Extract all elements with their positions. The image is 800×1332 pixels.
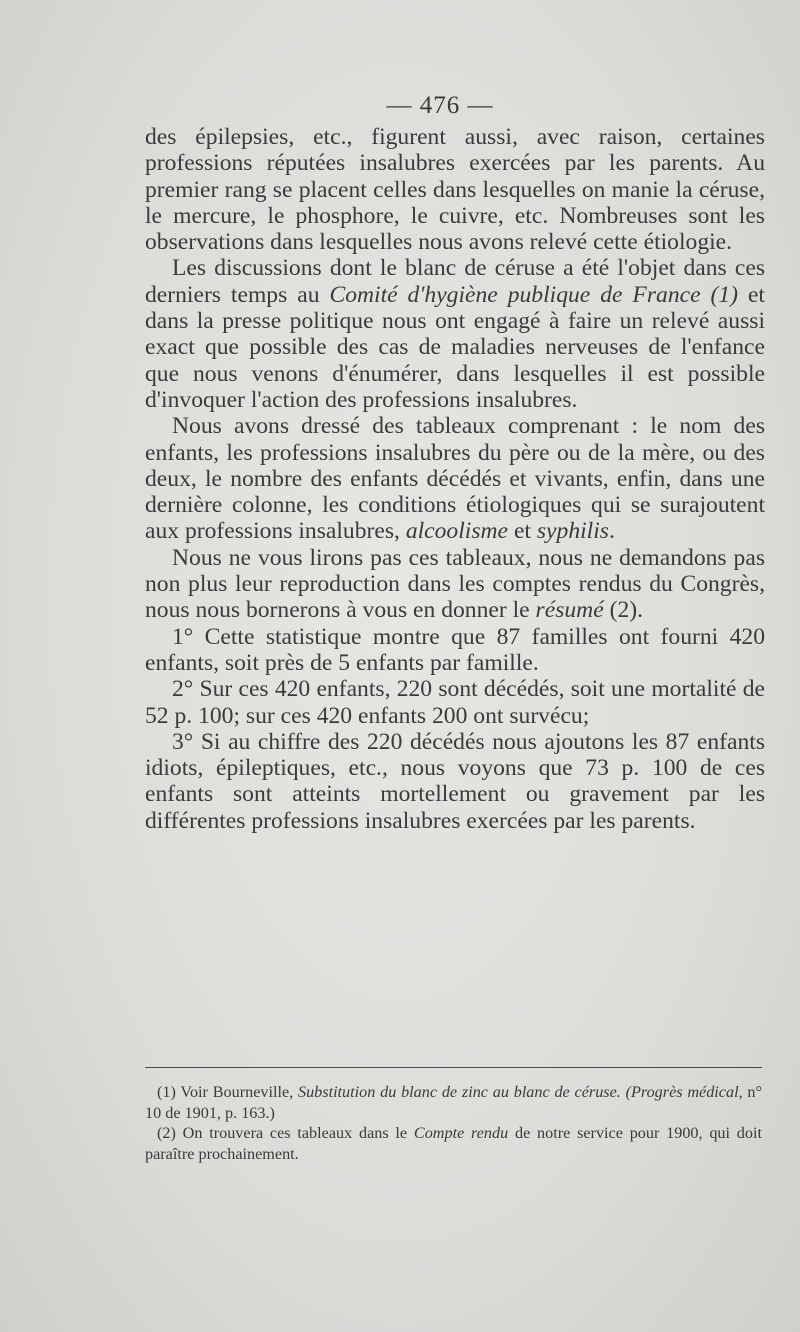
footnote-ref-2: résumé	[535, 597, 604, 624]
body-text	[145, 124, 765, 834]
page-number: — 476 —	[386, 92, 494, 119]
paragraph-2: Les discussions dont le blanc de céruse a été l'objet dans ces derniers temps au Comité d'hygiène publique de France (1) et dans la presse politique nous ont engagé à faire un relevé aussi exact que possible des cas de maladies nerveuses de l'enfance que nous venons d'énumérer, dans lesquelles il est possible d'invoquer l'action des professions insalubres.	[145, 255, 765, 413]
footnotes	[145, 1082, 762, 1164]
footnote-1: (1) Voir Bourneville, Substitution du blanc de zinc au blanc de céruse. (Progrès médical, n° 10 de 1901, p. 163.)	[145, 1083, 762, 1122]
paragraph-3: Nous avons dressé des tableaux comprenant : le nom des enfants, les professions insalubres du père ou de la mère, ou des deux, le nombre des enfants décédés et vivants, enfin, dans une dernière colonne, les conditions étiologiques qui se surajoutent aux professions insalubres, alcoolisme et syphilis.	[145, 413, 765, 545]
footnote-2: (2) On trouvera ces tableaux dans le Compte rendu de notre service pour 1900, qui doit paraître prochainement.	[145, 1124, 762, 1163]
list-item: 3° Si au chiffre des 220 décédés nous ajoutons les 87 enfants idiots, épileptiques, etc., nous voyons que 73 p. 100 de ces enfants sont atteints mortellement ou gravement par les différentes professions insalubres exercées par les parents.	[145, 728, 765, 834]
paragraph-1: des épilepsies, etc., figurent aussi, avec raison, certaines professions réputées insalubres exercées par les parents. Au premier rang se placent celles dans lesquelles on manie la céruse, le mercure, le phosphore, le cuivre, etc. Nombreuses sont les observations dans lesquelles nous avons relevé cette étiologie.	[145, 124, 765, 256]
footnote-divider	[145, 1067, 762, 1068]
list-item: 1° Cette statistique montre que 87 familles ont fourni 420 enfants, soit près de 5 enfants par famille.	[145, 623, 765, 676]
footnote-ref-1: Comité d'hygiène publique de France (1)	[329, 281, 739, 308]
list-item: 2° Sur ces 420 enfants, 220 sont décédés, soit une mortalité de 52 p. 100; sur ces 420 enfants 200 ont survécu;	[145, 676, 765, 729]
paragraph-4: Nous ne vous lirons pas ces tableaux, nous ne demandons pas non plus leur reproduction dans les comptes rendus du Congrès, nous nous bornerons à vous en donner le résumé (2).	[145, 544, 765, 624]
